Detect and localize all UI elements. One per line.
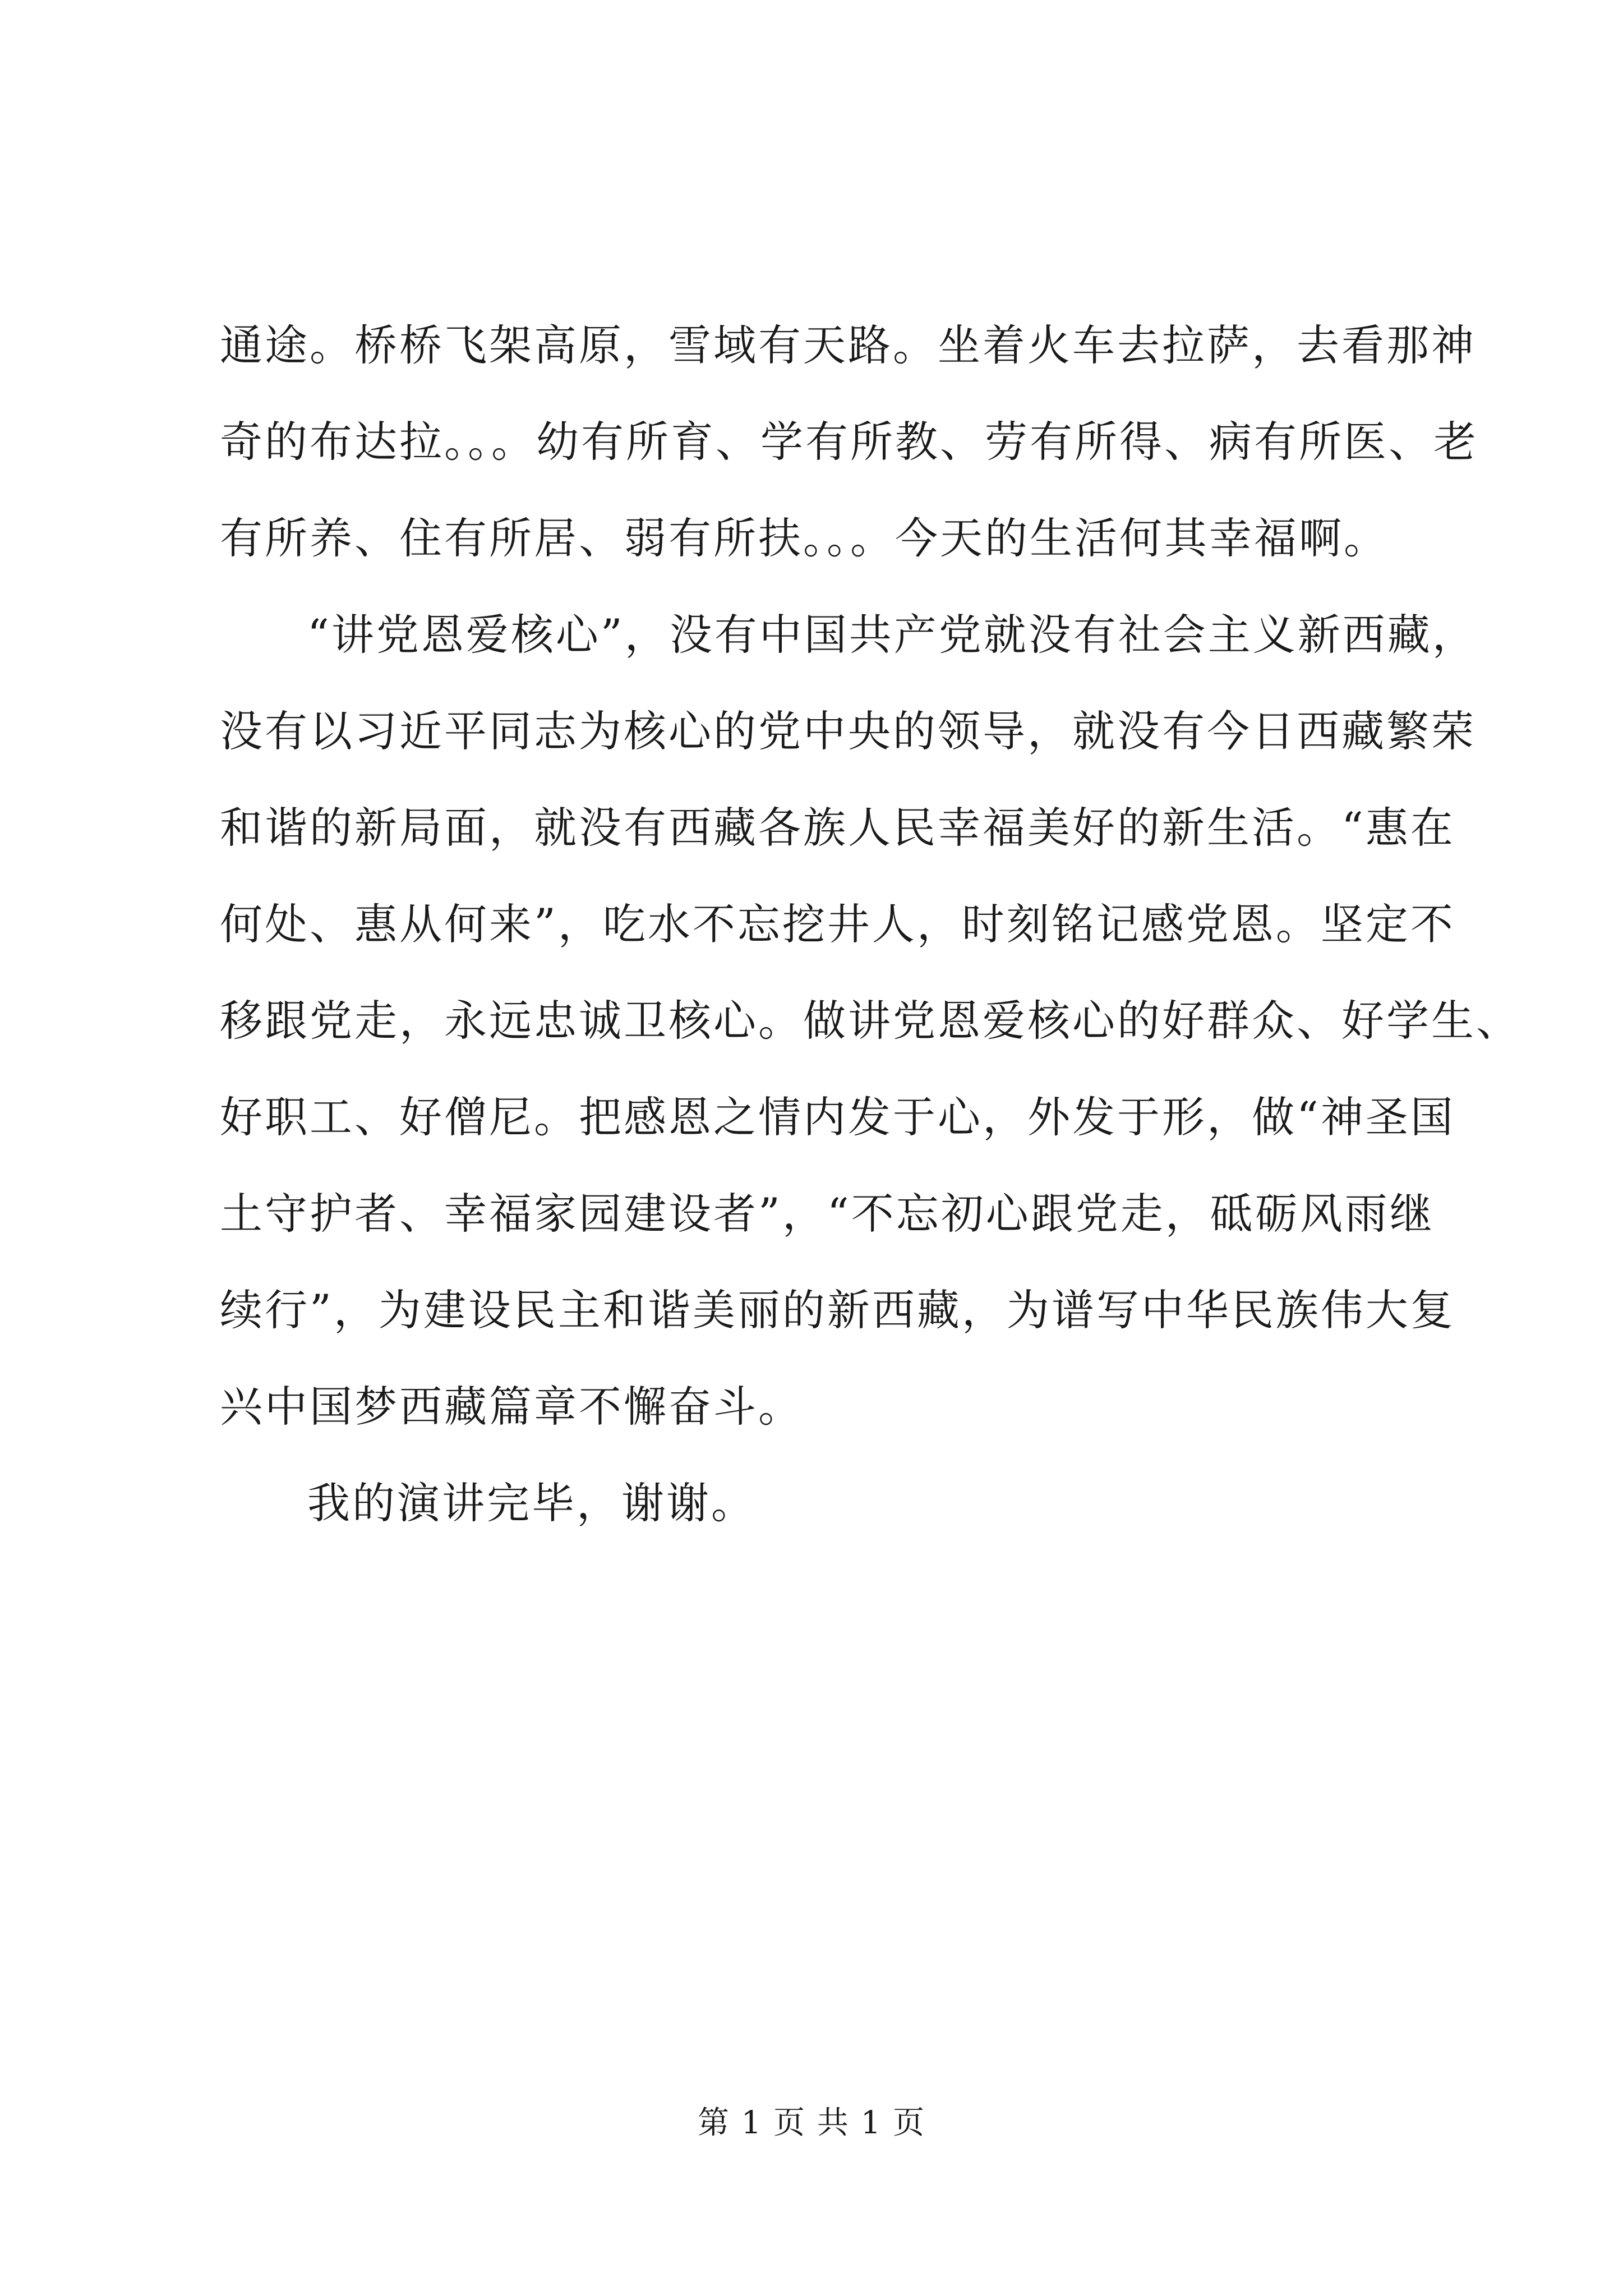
text-line: 奇的布达拉。。。幼有所育、学有所教、劳有所得、病有所医、老 <box>220 417 1478 467</box>
text-line: 续行”，为建设民主和谐美丽的新西藏，为谱写中华民族伟大复 <box>220 1285 1455 1335</box>
paragraph-start-line: “讲党恩爱核心”，没有中国共产党就没有社会主义新西藏， <box>307 610 1477 660</box>
text-line: 移跟党走，永远忠诚卫核心。做讲党恩爱核心的好群众、好学生、 <box>220 996 1521 1046</box>
text-line: 没有以习近平同志为核心的党中央的领导，就没有今日西藏繁荣 <box>220 706 1476 756</box>
text-line: 土守护者、幸福家园建设者”，“不忘初心跟党走，砥砺风雨继 <box>220 1189 1435 1239</box>
text-line: 和谐的新局面，就没有西藏各族人民幸福美好的新生活。“惠在 <box>220 803 1455 853</box>
text-line: 有所养、住有所居、弱有所扶。。。今天的生活何其幸福啊。 <box>220 513 1389 563</box>
document-body <box>220 297 1521 1552</box>
text-line: 兴中国梦西藏篇章不懈奋斗。 <box>220 1382 803 1432</box>
text-line: 好职工、好僧尼。把感恩之情内发于心，外发于形，做“神圣国 <box>220 1092 1455 1142</box>
page-number-footer: 第 1 页 共 1 页 <box>697 2105 926 2141</box>
text-line: 何处、惠从何来”，吃水不忘挖井人，时刻铭记感党恩。坚定不 <box>220 899 1455 949</box>
closing-line: 我的演讲完毕，谢谢。 <box>307 1478 756 1528</box>
text-line: 通途。桥桥飞架高原，雪域有天路。坐着火车去拉萨，去看那神 <box>220 320 1476 370</box>
